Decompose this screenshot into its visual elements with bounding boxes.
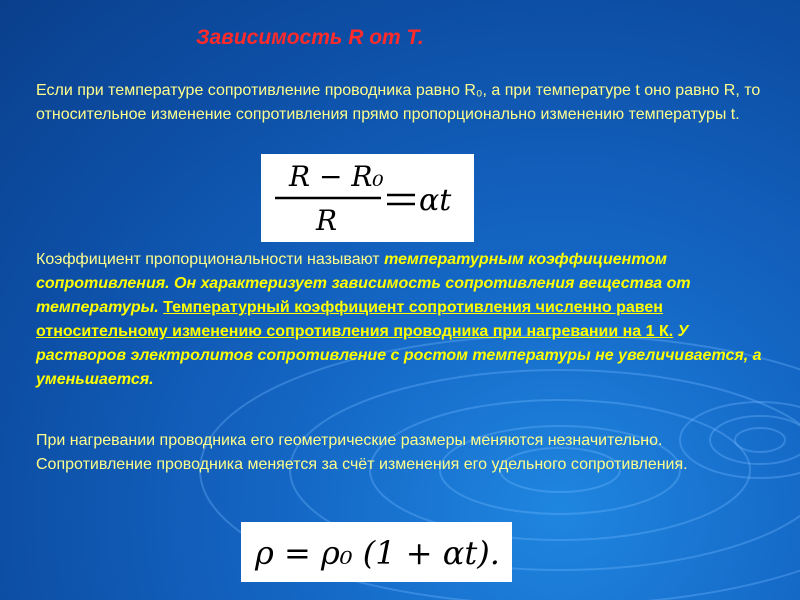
paragraph-coefficient-lead: Коэффициент пропорциональности называют <box>36 251 385 268</box>
formula-rhs: αt <box>419 183 452 218</box>
formula-denominator: R <box>316 204 338 237</box>
paragraph-resistivity: При нагревании проводника его геометрические размеры меняются незначительно. Сопротивление проводника меняется за счёт изменения его удельного сопротивления. <box>36 432 688 473</box>
paragraph-coefficient-definition: температурным коэффициентом сопротивления. Он характеризует зависимость сопротивления вещества от температуры. <box>36 251 691 316</box>
paragraph-coefficient <box>36 248 766 392</box>
formula-resistivity <box>241 522 512 582</box>
formula-relative-change <box>261 154 474 242</box>
paragraph-coefficient-underlined: Температурный коэффициент сопротивления численно равен относительному изменению сопротивления проводника при нагревании на 1 К. <box>36 299 674 340</box>
paragraph-coefficient-electrolytes: У растворов электролитов сопротивление с ростом температуры не увеличивается, а уменьшается. <box>36 323 762 388</box>
formula-resistivity-expression: ρ = ρ₀ (1 + αt). <box>255 534 500 572</box>
paragraph-intro: Если при температуре сопротивление проводника равно R₀, а при температуре t оно равно R, то относительное изменение сопротивления прямо пропорционально изменению температуры t. <box>36 82 761 123</box>
formula-numerator: R − R₀ <box>289 160 384 193</box>
slide-title: Зависимость R от T. <box>196 26 424 49</box>
